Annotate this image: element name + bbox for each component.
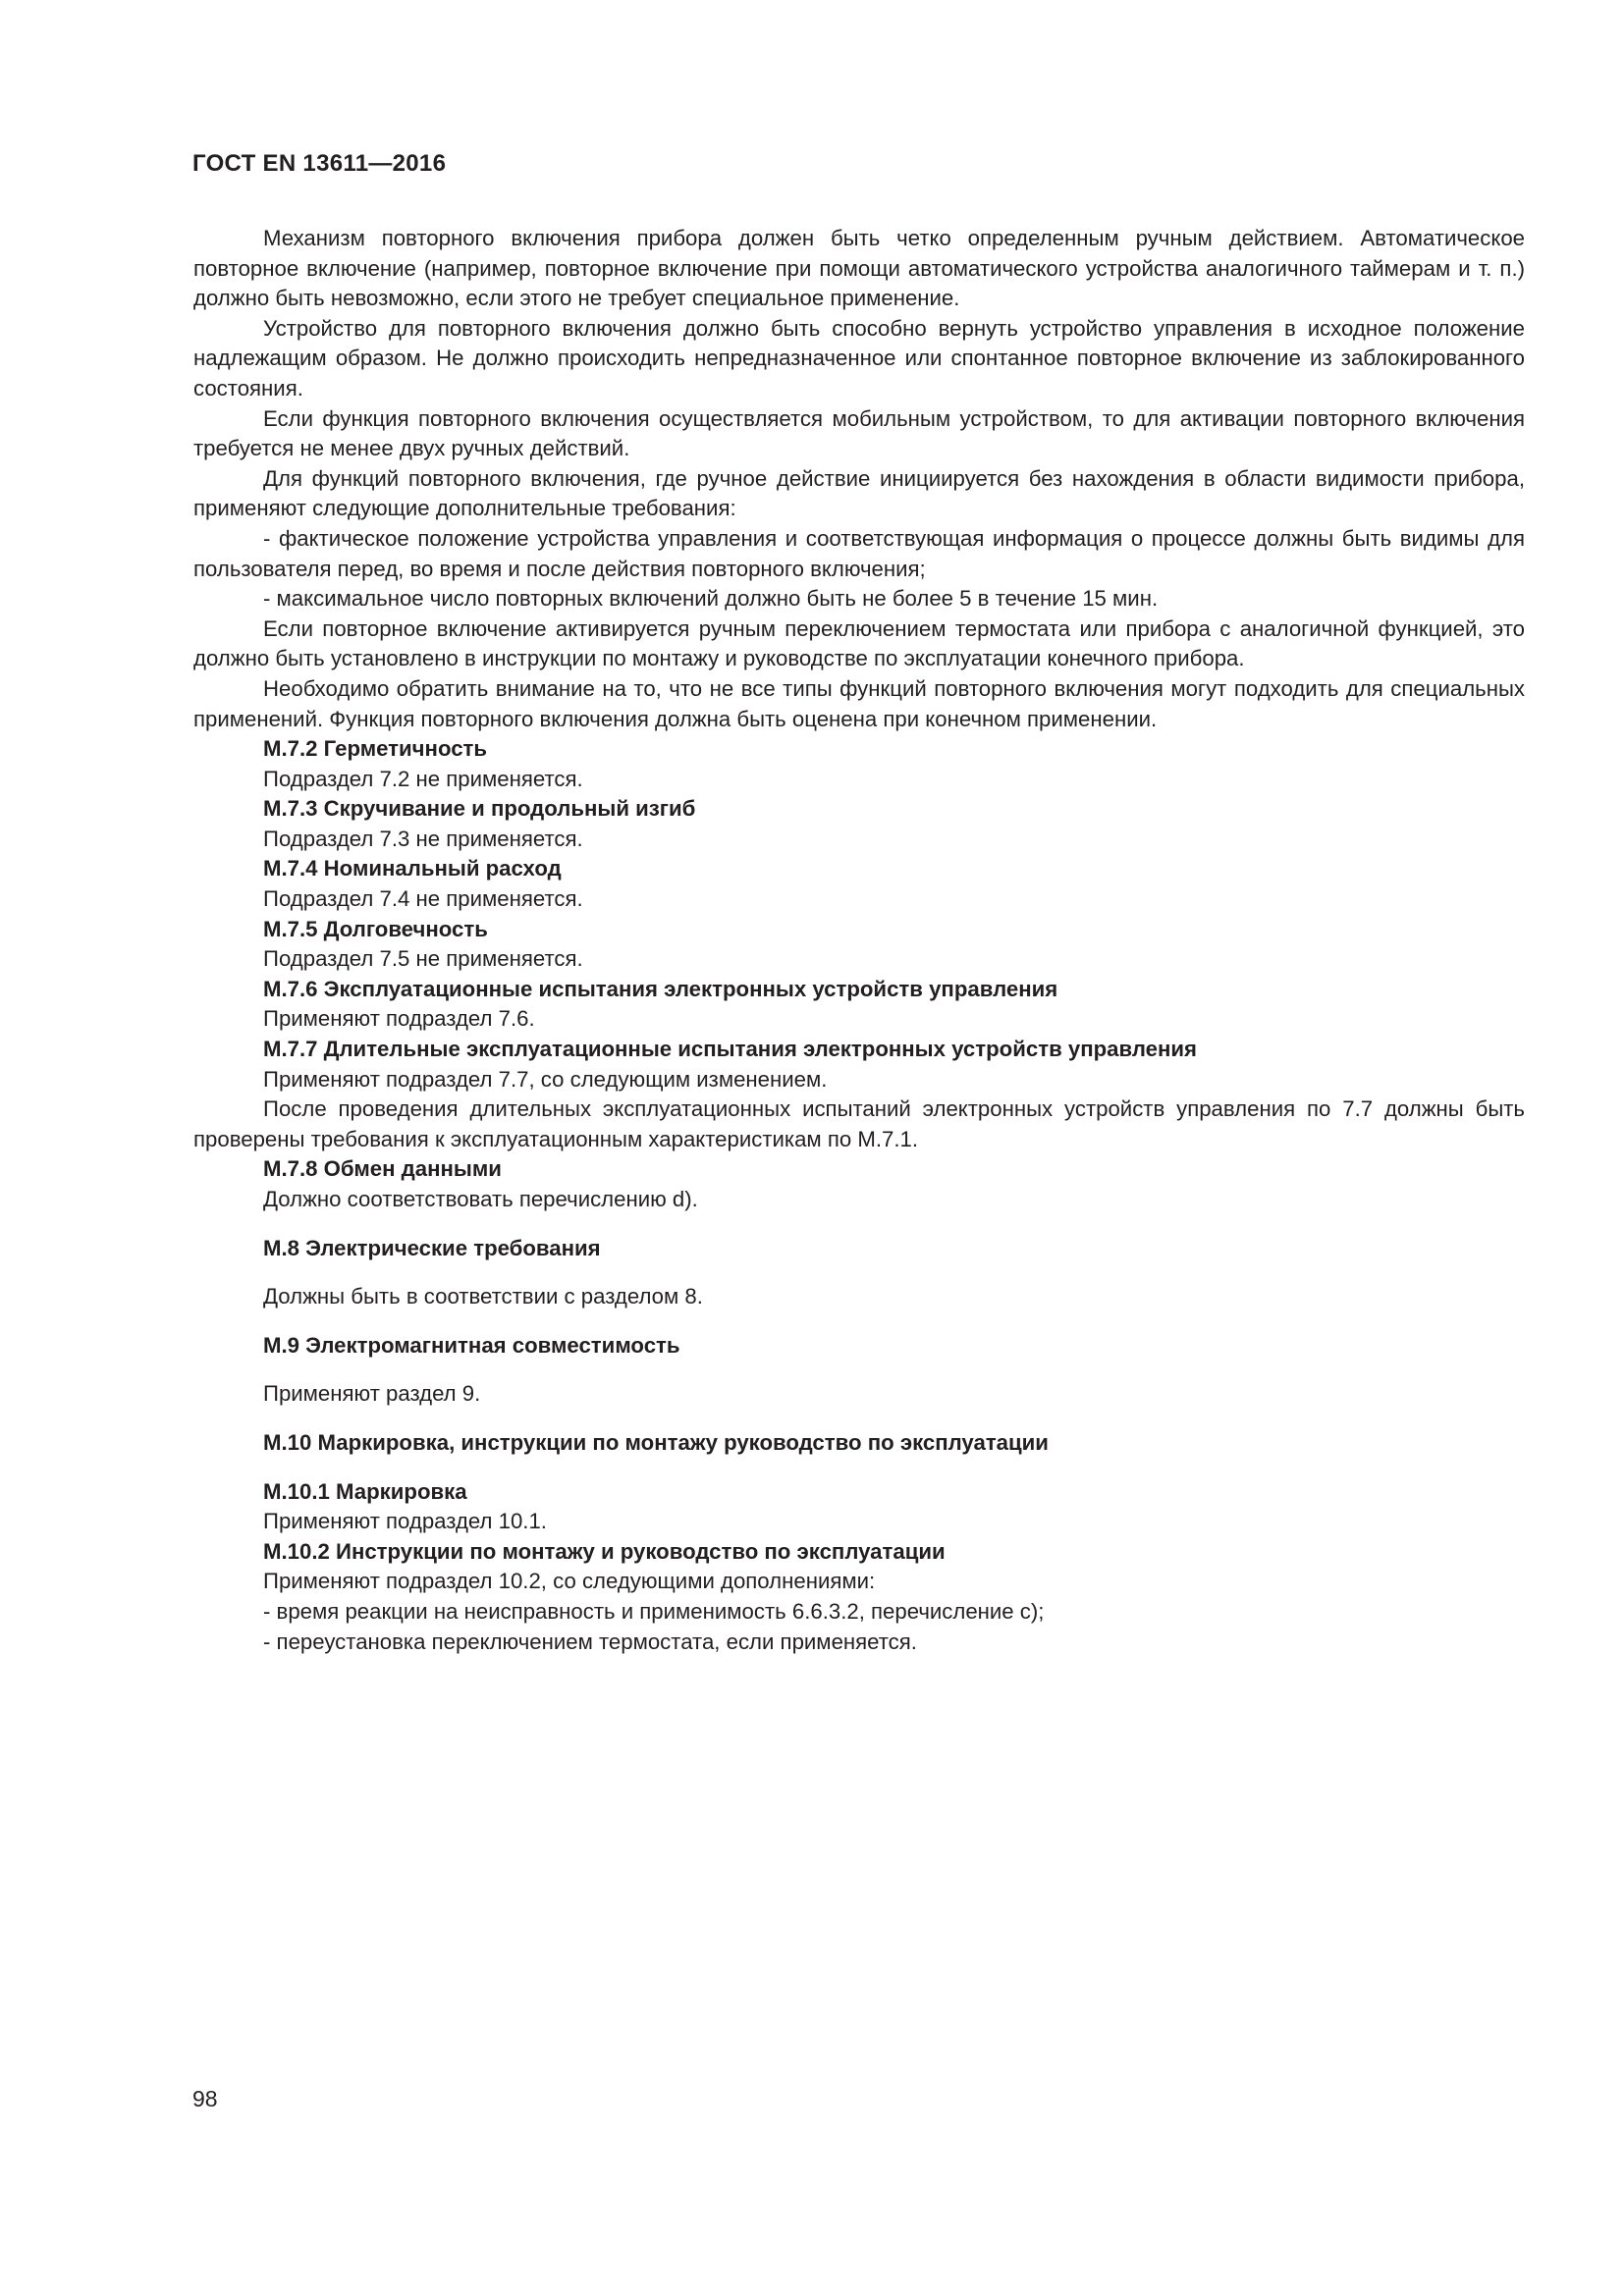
section-heading: М.8 Электрические требования — [263, 1235, 601, 1260]
paragraph: Необходимо обратить внимание на то, что не все типы функций повторного включения могут подходить для специальных применений. Функция повторного включения должна быть оценена при конечном применении. — [193, 675, 1525, 731]
list-item: - максимальное число повторных включений должно быть не более 5 в течение 15 мин. — [263, 586, 1159, 612]
section-heading: М.10.1 Маркировка — [263, 1478, 467, 1504]
section-heading: М.7.7 Длительные эксплуатационные испытания электронных устройств управления — [263, 1037, 1197, 1062]
paragraph: Для функций повторного включения, где ручное действие инициируется без нахождения в области видимости прибора, применяют следующие дополнительные требования: — [193, 465, 1525, 521]
section-heading: М.7.6 Эксплуатационные испытания электронных устройств управления — [263, 976, 1058, 1001]
list-item: - переустановка переключением термостата, если применяется. — [263, 1629, 917, 1654]
section-text: Подраздел 7.4 не применяется. — [263, 886, 583, 912]
section-heading: М.7.2 Герметичность — [263, 736, 488, 762]
section-text: Должно соответствовать перечислению d). — [263, 1187, 698, 1211]
list-item: - фактическое положение устройства управления и соответствующая информация о процессе должны быть видимы для пользователя перед, во время и после действия повторного включения; — [193, 525, 1525, 581]
section-heading: М.10 Маркировка, инструкции по монтажу руководство по эксплуатации — [263, 1429, 1049, 1455]
paragraph: Механизм повторного включения прибора должен быть четко определенным ручным действием. Автоматическое повторное включение (например, повторное включение при помощи автоматического устройства аналогичного таймерам и т. п.) должно быть невозможно, если этого не требует специальное применение. — [193, 226, 1525, 311]
section-text: Должны быть в соответствии с разделом 8. — [263, 1284, 703, 1309]
section-text: Подраздел 7.3 не применяется. — [263, 826, 583, 851]
section-heading: М.10.2 Инструкции по монтажу и руководство по эксплуатации — [263, 1538, 946, 1564]
section-heading: М.7.5 Долговечность — [263, 916, 488, 941]
section-text: Подраздел 7.2 не применяется. — [263, 766, 583, 791]
section-heading: М.7.4 Номинальный расход — [263, 856, 562, 881]
paragraph: После проведения длительных эксплуатационных испытаний электронных устройств управления по 7.7 должны быть проверены требования к эксплуатационным характеристикам по М.7.1. — [193, 1096, 1525, 1151]
section-heading: М.7.3 Скручивание и продольный изгиб — [263, 796, 696, 822]
section-heading: М.7.8 Обмен данными — [263, 1156, 502, 1182]
paragraph: Если функция повторного включения осуществляется мобильным устройством, то для активации повторного включения требуется не менее двух ручных действий. — [193, 405, 1525, 461]
paragraph: Устройство для повторного включения должно быть способно вернуть устройство управления в исходное положение надлежащим образом. Не должно происходить непредназначенное или спонтанное повторное включение из заблокированного состояния. — [193, 315, 1525, 400]
section-text: Применяют подраздел 7.6. — [263, 1006, 535, 1032]
document-body — [193, 224, 1525, 1657]
section-text: Применяют раздел 9. — [263, 1381, 481, 1407]
paragraph: Если повторное включение активируется ручным переключением термостата или прибора с аналогичной функцией, это должно быть установлено в инструкции по монтажу и руководстве по эксплуатации конечного прибора. — [193, 615, 1525, 671]
list-item: - время реакции на неисправность и применимость 6.6.3.2, перечисление c); — [263, 1598, 1045, 1624]
section-heading: М.9 Электромагнитная совместимость — [263, 1332, 680, 1358]
section-text: Применяют подраздел 10.1. — [263, 1509, 547, 1534]
section-text: Применяют подраздел 7.7, со следующим изменением. — [263, 1066, 828, 1092]
page-number: 98 — [192, 2086, 218, 2111]
document-header: ГОСТ EN 13611—2016 — [192, 150, 447, 177]
section-text: Подраздел 7.5 не применяется. — [263, 946, 583, 972]
section-text: Применяют подраздел 10.2, со следующими дополнениями: — [263, 1569, 876, 1594]
